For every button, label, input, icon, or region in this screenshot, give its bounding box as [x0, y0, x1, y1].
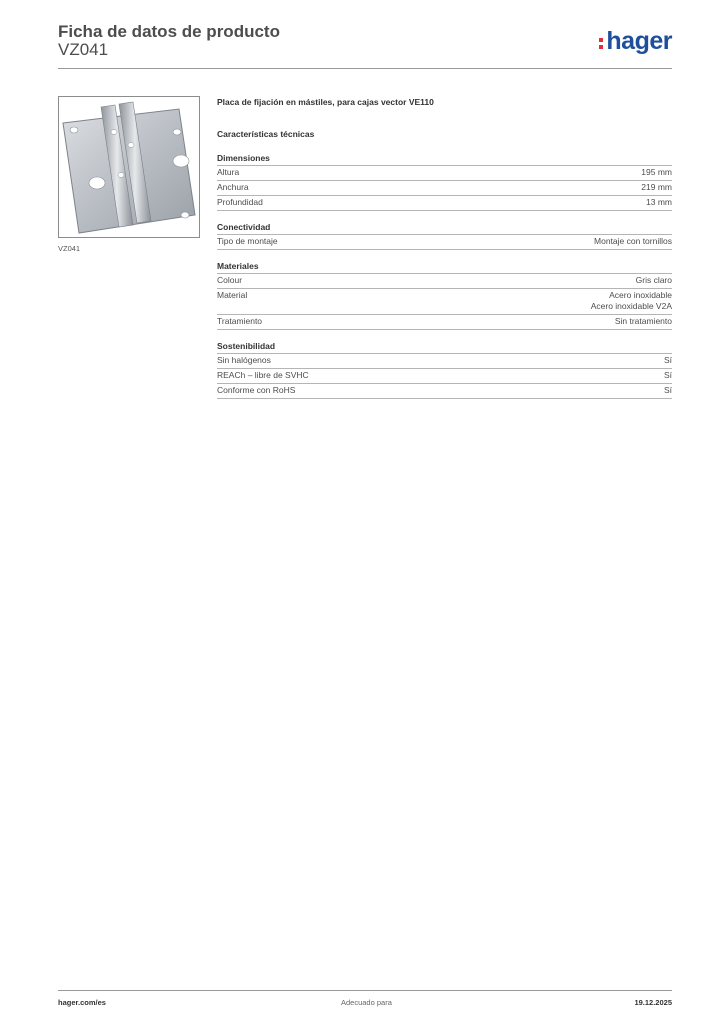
spec-value: 195 mm — [641, 167, 672, 177]
footer-date: 19.12.2025 — [634, 998, 672, 1007]
spec-row — [217, 196, 672, 211]
spec-row — [217, 384, 672, 399]
section-title: Sostenibilidad — [217, 340, 672, 354]
spec-row — [217, 369, 672, 384]
spec-label: Sin halógenos — [217, 355, 271, 365]
section-title: Materiales — [217, 260, 672, 274]
page-title: Ficha de datos de producto — [58, 22, 280, 41]
spec-value: Montaje con tornillos — [594, 236, 672, 246]
spec-label: Material — [217, 290, 248, 300]
spec-content — [217, 95, 672, 409]
section-dimensiones — [217, 152, 672, 211]
spec-row — [217, 181, 672, 196]
spec-label: Anchura — [217, 182, 249, 192]
spec-row — [217, 315, 672, 330]
product-image — [58, 96, 200, 238]
spec-label: Tratamiento — [217, 316, 263, 326]
spec-value: Acero inoxidable — [609, 290, 672, 300]
spec-value: Acero inoxidable V2A — [590, 301, 672, 311]
hager-logo — [599, 27, 672, 56]
header-divider — [58, 68, 672, 69]
spec-row — [217, 235, 672, 250]
spec-label: REACh – libre de SVHC — [217, 370, 309, 380]
section-materiales — [217, 260, 672, 330]
logo-text: hager — [606, 27, 672, 55]
spec-value: Sí — [663, 355, 672, 365]
website-link[interactable]: hager.com/es — [58, 998, 106, 1007]
product-description: Placa de fijación en mástiles, para cajas vector VE110 — [217, 97, 434, 107]
spec-value: 219 mm — [641, 182, 672, 192]
mounting-plate-illustration — [59, 97, 199, 237]
section-title: Conectividad — [217, 221, 672, 235]
spec-label: Profundidad — [217, 197, 263, 207]
spec-row — [217, 166, 672, 181]
section-sostenibilidad — [217, 340, 672, 399]
page-header — [58, 20, 672, 70]
spec-value-multiline — [591, 290, 672, 312]
spec-label: Conforme con RoHS — [217, 385, 296, 395]
image-caption: VZ041 — [58, 244, 81, 253]
spec-value: Sí — [663, 385, 672, 395]
logo-dots-icon — [599, 34, 603, 50]
spec-label: Altura — [217, 167, 240, 177]
spec-row — [217, 289, 672, 315]
spec-row — [217, 354, 672, 369]
section-conectividad — [217, 221, 672, 250]
spec-label: Colour — [217, 275, 243, 285]
spec-label: Tipo de montaje — [217, 236, 278, 246]
spec-value: Gris claro — [635, 275, 672, 285]
section-title: Dimensiones — [217, 152, 672, 166]
footer-center-text: Adecuado para — [341, 998, 392, 1007]
spec-value: Sí — [663, 370, 672, 380]
spec-row — [217, 274, 672, 289]
footer-divider — [58, 990, 672, 991]
tech-heading: Características técnicas — [217, 129, 315, 139]
spec-value: Sin tratamiento — [614, 316, 672, 326]
spec-value: 13 mm — [646, 197, 672, 207]
product-code: VZ041 — [58, 40, 109, 59]
